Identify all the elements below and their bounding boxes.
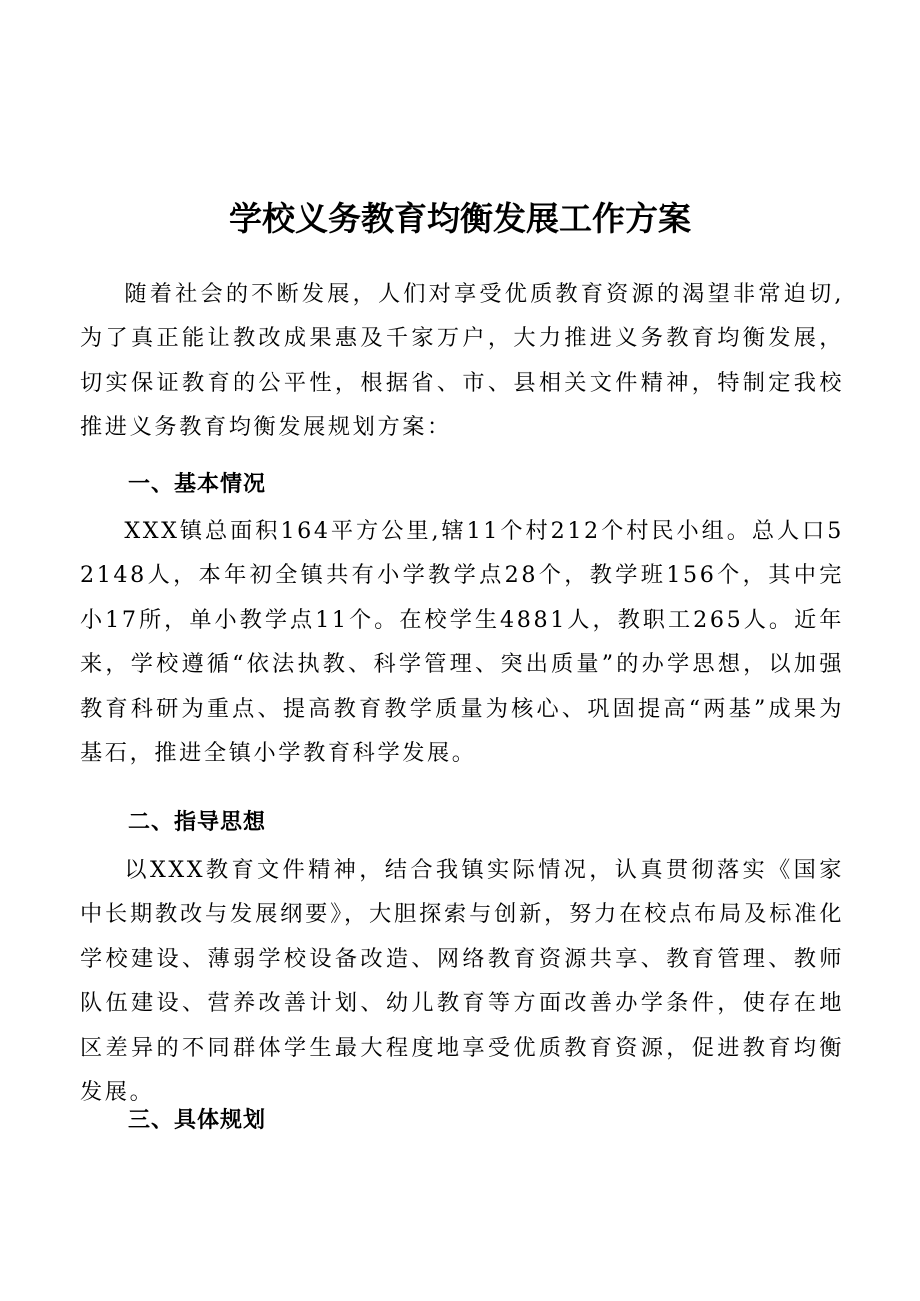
document-title: 学校义务教育均衡发展工作方案 bbox=[229, 199, 691, 239]
section-heading-basic-situation: 一、基本情况 bbox=[128, 472, 267, 497]
section-body-guiding-ideology: 以XXX教育文件精神，结合我镇实际情况，认真贯彻落实《国家中长期教改与发展纲要》，大胆探索与创新，努力在校点布局及标准化学校建设、薄弱学校设备改造、网络教育资源共享、教育管理、教师队伍建设、营养改善计划、幼儿教育等方面改善办学条件，使存在地区差异的不同群体学生最大程度地享受优质教育资源，促进教育均衡发展。 bbox=[80, 857, 844, 1106]
section-heading-specific-plan: 三、具体规划 bbox=[128, 1108, 267, 1133]
intro-paragraph: 随着社会的不断发展，人们对享受优质教育资源的渴望非常迫切,为了真正能让教改成果惠及千家万户，大力推进义务教育均衡发展，切实保证教育的公平性，根据省、市、县相关文件精神，特制定我校推进义务教育均衡发展规划方案： bbox=[80, 281, 844, 441]
section-heading-guiding-ideology: 二、指导思想 bbox=[128, 810, 267, 835]
section-body-basic-situation: XXX镇总面积164平方公里,辖11个村212个村民小组。总人口52148人，本年初全镇共有小学教学点28个，教学班156个，其中完小17所，单小教学点11个。在校学生4881人，教职工265人。近年来，学校遵循“依法执教、科学管理、突出质量”的办学思想，以加强教育科研为重点、提高教育教学质量为核心、巩固提高“两基”成果为基石，推进全镇小学教育科学发展。 bbox=[80, 518, 844, 767]
